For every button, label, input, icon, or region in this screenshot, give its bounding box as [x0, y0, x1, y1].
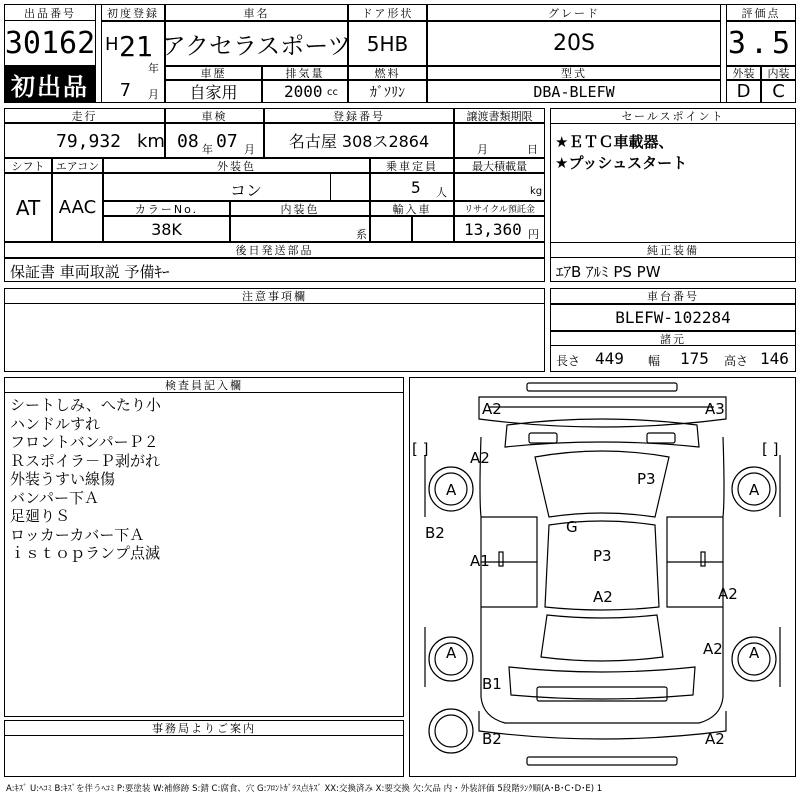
width: 175	[680, 349, 709, 368]
first-reg-era: H	[105, 34, 119, 55]
inspection-month-unit: 月	[244, 143, 255, 156]
exterior-label: 外装	[726, 66, 761, 80]
capacity-unit: 人	[436, 186, 447, 199]
inspector-line: 外装うすい線傷	[10, 470, 116, 488]
inspector-line: ハンドルすれ	[10, 414, 101, 433]
inspector-line: 足廻りＳ	[10, 507, 71, 525]
door-label: ドア形状	[348, 4, 427, 21]
first-reg-label: 初度登録	[101, 4, 165, 21]
recycle: 13,360	[464, 220, 522, 239]
mark-hood-right: P3	[637, 470, 656, 488]
lot-no: 30162	[4, 21, 96, 66]
recycle-unit: 円	[528, 228, 539, 241]
fuel: ｶﾞｿﾘﾝ	[348, 80, 427, 103]
height: 146	[760, 349, 789, 368]
score-label: 評価点	[726, 4, 796, 21]
equipment: ｴｱB ｱﾙﾐ PS PW	[556, 263, 661, 281]
sales-point-line-2: ★プッシュスタート	[555, 154, 688, 172]
car-name-label: 車名	[165, 4, 348, 21]
color-no: 38K	[103, 216, 230, 242]
transfer-label: 譲渡書類期限	[454, 108, 545, 123]
import-label: 輸入車	[370, 201, 454, 216]
sales-point-line-1: ★ＥＴＣ車載器、	[555, 133, 674, 151]
inspector-line: シートしみ、へたり小	[10, 396, 161, 414]
capacity: 5	[411, 178, 421, 197]
grade: 20S	[427, 21, 721, 66]
recycle-label: リサイクル預託金	[454, 201, 545, 216]
capacity-label: 乗車定員	[370, 158, 454, 173]
sales-point-label: セールスポイント	[550, 108, 796, 124]
int-color-label: 内装色	[230, 201, 370, 216]
aircon-label: エアコン	[52, 158, 103, 173]
notes-label: 注意事項欄	[4, 288, 545, 304]
mark-bracket-right: [ ]	[762, 440, 779, 458]
transfer-month-unit: 月	[477, 143, 488, 156]
ext-color-divider	[330, 173, 331, 201]
inspection-year-unit: 年	[202, 143, 213, 156]
transfer-day-unit: 日	[527, 143, 538, 156]
mark-wheel-rl: A	[446, 644, 457, 662]
shift: AT	[4, 173, 52, 242]
interior-grade: C	[761, 80, 796, 103]
reg-no-label: 登録番号	[264, 108, 454, 123]
first-listing-badge: 初出品	[4, 66, 96, 103]
mileage-label: 走行	[4, 108, 165, 123]
score: 3.5	[726, 21, 796, 66]
inspector-line: バンパー下Ａ	[10, 488, 99, 507]
import-box-b	[412, 216, 454, 242]
inspector-line: Ｒスポイラ－Ｐ剥がれ	[10, 451, 161, 470]
mark-glass: G	[566, 518, 578, 536]
exterior-grade: D	[726, 80, 761, 103]
int-color-box	[230, 216, 370, 242]
chassis-number: BLEFW-102284	[550, 304, 796, 331]
dims-label: 諸元	[550, 331, 796, 346]
model: DBA-BLEFW	[427, 80, 721, 103]
lot-no-label: 出品番号	[4, 4, 96, 21]
mark-roof-rear: A2	[593, 588, 613, 606]
later-parts: 保証書 車両取説 予備ｷｰ	[10, 263, 170, 281]
import-box-a	[370, 216, 412, 242]
chassis-label: 車台番号	[550, 288, 796, 304]
interior-label: 内装	[761, 66, 796, 80]
later-parts-label: 後日発送部品	[4, 242, 545, 258]
mark-bumper-left: B2	[482, 730, 502, 748]
history-label: 車歴	[165, 66, 262, 80]
int-color-unit: 系	[356, 228, 367, 241]
first-reg-month: 7	[120, 80, 131, 101]
mark-door-left-b: B2	[425, 524, 445, 542]
height-label: 高さ	[724, 354, 749, 368]
history: 自家用	[165, 80, 262, 103]
ext-color: コン	[230, 181, 263, 200]
fuel-label: 燃料	[348, 66, 427, 80]
aircon: AAC	[52, 173, 103, 242]
width-label: 幅	[648, 354, 661, 368]
mark-roof: P3	[593, 547, 612, 565]
car-diagram	[409, 377, 796, 777]
shift-label: シフト	[4, 158, 52, 173]
displacement-label: 排気量	[262, 66, 348, 80]
reg-no: 名古屋 308ス2864	[264, 123, 454, 158]
car-name: アクセラスポーツ	[165, 21, 348, 66]
mileage: 79,932	[56, 131, 122, 152]
load-label: 最大積載量	[454, 158, 545, 173]
first-reg-year: 21	[119, 30, 153, 63]
first-reg-month-unit: 月	[148, 88, 159, 101]
inspector-label: 検査員記入欄	[4, 377, 404, 393]
equipment-label: 純正装備	[550, 242, 796, 258]
inspector-line: ロッカーカバー下Ａ	[10, 525, 145, 544]
ext-color-label: 外装色	[103, 158, 370, 173]
displacement: 2000	[284, 82, 323, 101]
color-no-label: カラーNo.	[103, 201, 230, 216]
door-type: 5HB	[348, 21, 427, 66]
mark-front-left: A2	[482, 400, 502, 418]
inspector-line: フロントバンパーＰ２	[10, 433, 159, 451]
inspection-label: 車検	[165, 108, 264, 123]
model-label: 型式	[427, 66, 721, 80]
inspector-notes	[10, 396, 161, 563]
mileage-unit: km	[137, 131, 165, 152]
mark-bracket-left: [ ]	[412, 440, 429, 458]
mark-door-left-a: A1	[470, 552, 490, 570]
mark-wheel-fr: A	[749, 481, 760, 499]
inspection-month: 07	[216, 131, 238, 152]
length-label: 長さ	[556, 354, 581, 368]
mark-right-side: A2	[718, 585, 738, 603]
inspection-year: 08	[177, 131, 199, 152]
grade-label: グレード	[427, 4, 721, 21]
mark-rear-left: B1	[482, 675, 502, 693]
mark-wheel-fl: A	[446, 481, 457, 499]
office-label: 事務局よりご案内	[4, 720, 404, 736]
mark-front-right: A3	[705, 400, 725, 418]
displacement-unit: cc	[327, 87, 338, 98]
mark-bumper-right: A2	[705, 730, 725, 748]
first-reg-year-unit: 年	[148, 62, 159, 75]
mark-wheel-rr: A	[749, 644, 760, 662]
load-unit: kg	[530, 186, 543, 197]
mark-hood-left: A2	[470, 449, 490, 467]
legend: A:ｷｽﾞ U:ﾍｺﾐ B:ｷｽﾞを伴うﾍｺﾐ P:要塗装 W:補修跡 S:錆 C:腐食、穴 G:ﾌﾛﾝﾄｶﾞﾗｽ点ｷｽﾞ XX:交換済み X:要交換 欠:欠品 内・外装評価 5段階ﾗﾝｸ順(A･B･C･D･E) 1	[6, 784, 603, 794]
length: 449	[595, 349, 624, 368]
mark-right-rear: A2	[703, 640, 723, 658]
inspector-line: ｉｓｔｏｐランプ点滅	[10, 544, 161, 562]
